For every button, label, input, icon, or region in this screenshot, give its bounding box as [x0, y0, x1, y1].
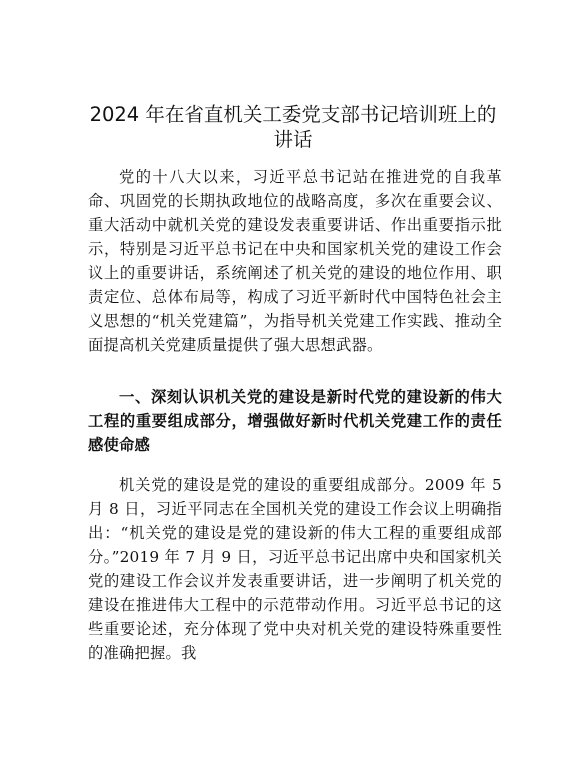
paragraph-intro: 党的十八大以来，习近平总书记站在推进党的自我革命、巩固党的长期执政地位的战略高度，多次在重要会议、重大活动中就机关党的建设发表重要讲话、作出重要指示批示，特别是习近平总书记在中央和国家机关党的建设工作会议上的重要讲话，系统阐述了机关党的建设的地位作用、职责定位、总体布局等，构成了习近平新时代中国特色社会主义思想的“机关党建篇”，为指导机关党建工作实践、推动全面提高机关党建质量提供了强大思想武器。 — [88, 168, 502, 354]
section-heading-1: 一、深刻认识机关党的建设是新时代党的建设新的伟大工程的重要组成部分，增强做好新时代机关党建工作的责任感使命感 — [88, 388, 502, 454]
title-line-1: 2024 年在省直机关工委党支部书记培训班上的 — [89, 103, 497, 126]
paragraph-section-1: 机关党的建设是党的建设的重要组成部分。2009 年 5 月 8 日，习近平同志在全国机关党的建设工作会议上明确指出：“机关党的建设是党的建设新的伟大工程的重要组成部分。”2019 年 7 月 9 日，习近平总书记出席中央和国家机关党的建设工作会议并发表重要讲话，进一步阐明了机关党的建设在推进伟大工程中的示范带动作用。习近平总书记的这些重要论述，充分体现了党中央对机关党的建设特殊重要性的准确把握。我 — [88, 476, 502, 662]
document-title — [72, 102, 514, 152]
title-line-2: 讲话 — [273, 128, 313, 151]
